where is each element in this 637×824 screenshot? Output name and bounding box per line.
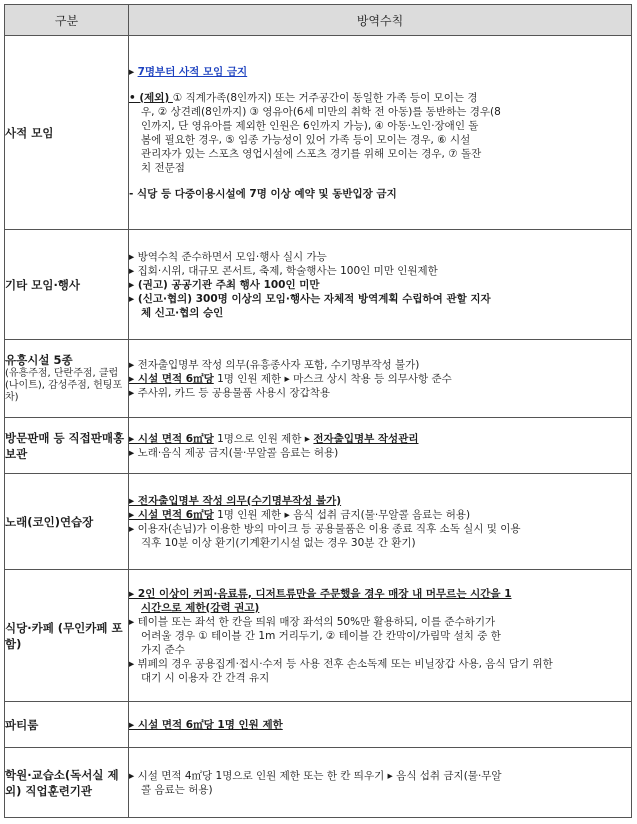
- row-rules: ▸ 시설 면적 4㎡당 1명으로 인원 제한 또는 한 칸 띄우기 ▸ 음식 섭취 금지(물·무알 콜 음료는 허용): [129, 748, 632, 818]
- table-row: [5, 418, 632, 474]
- header-category: 구분: [5, 5, 129, 36]
- row-rules: ▸ 전자출입명부 작성 의무(유흥종사자 포함, 수기명부작성 불가) ▸ 시설 면적 6㎡당 1명 인원 제한 ▸ 마스크 상시 착용 등 의무사항 준수 ▸ 주사위, 카드 등 공용물품 사용시 장갑착용: [129, 340, 632, 418]
- row-category: 학원·교습소(독서실 제외) 직업훈련기관: [5, 748, 129, 818]
- table-row: [5, 340, 632, 418]
- table-row: [5, 36, 632, 230]
- exception-label: • (제외): [129, 91, 173, 104]
- row-category: 사적 모임: [5, 36, 129, 230]
- table-row: [5, 474, 632, 570]
- bullet-marker: ▸: [129, 65, 138, 78]
- table-row: [5, 570, 632, 702]
- row-rules: ▸ 시설 면적 6㎡당 1명으로 인원 제한 ▸ 전자출입명부 작성관리 ▸ 노래·음식 제공 금지(물·무알콜 음료는 허용): [129, 418, 632, 474]
- row-category: 유흥시설 5종 (유흥주점, 단란주점, 클럽(나이트), 감성주점, 헌팅포차): [5, 340, 129, 418]
- row-rules: ▸ 방역수칙 준수하면서 모임·행사 실시 가능 ▸ 집회·시위, 대규모 콘서트, 축제, 학술행사는 100인 미만 인원제한 ▸ (권고) 공공기관 주최 행사 100인 미만 ▸ (신고·협의) 300명 이상의 모임·행사는 자체적 방역계획 수립하여 관할 지자 체 신고·협의 승인: [129, 230, 632, 340]
- row-category: 기타 모임·행사: [5, 230, 129, 340]
- row-rules: ▸ 시설 면적 6㎡당 1명 인원 제한: [129, 702, 632, 748]
- rule-note: - 식당 등 다중이용시설에 7명 이상 예약 및 동반입장 금지: [129, 187, 397, 200]
- row-category: 노래(코인)연습장: [5, 474, 129, 570]
- quarantine-rules-table: [4, 4, 632, 818]
- row-rules: ▸ 7명부터 사적 모임 금지 • (제외) ① 직계가족(8인까지) 또는 거주공간이 동일한 가족 등이 모이는 경 우, ② 상견례(8인까지) ③ 영유아(6세 미만의 취학 전 아동)를 동반하는 경우(8 인까지, 단 영유아를 제외한 인원은 6인까지 가능), ④ 아동·노인·장애인 돌 봄에 필요한 경우, ⑤ 임종 가능성이 있어 가족 등이 모이는 경우, ⑥ 시설 관리자가 있는 스포츠 영업시설에 스포츠 경기를 위해 모이는 경우, ⑦ 돌잔 치 전문점 - 식당 등 다중이용시설에 7명 이상 예약 및 동반입장 금지: [129, 36, 632, 230]
- header-rules: 방역수칙: [129, 5, 632, 36]
- row-category: 파티룸: [5, 702, 129, 748]
- table-row: [5, 748, 632, 818]
- rule-title: 7명부터 사적 모임 금지: [137, 65, 248, 78]
- row-category: 식당·카페 (무인카페 포함): [5, 570, 129, 702]
- table-header: [5, 5, 632, 36]
- table-row: [5, 702, 632, 748]
- table-row: [5, 230, 632, 340]
- row-rules: ▸ 전자출입명부 작성 의무(수기명부작성 불가) ▸ 시설 면적 6㎡당 1명 인원 제한 ▸ 음식 섭취 금지(물·무알콜 음료는 허용) ▸ 이용자(손님)가 이용한 방의 마이크 등 공용물품은 이용 종료 직후 소독 실시 및 이용 직후 10분 이상 환기(기계환기시설 없는 경우 30분 간 환기): [129, 474, 632, 570]
- row-rules: ▸ 2인 이상이 커피·음료류, 디저트류만을 주문했을 경우 매장 내 머무르는 시간을 1 시간으로 제한(강력 권고) ▸ 테이블 또는 좌석 한 칸을 띄워 매장 좌석의 50%만 활용하되, 이를 준수하기가 어려울 경우 ① 테이블 간 1m 거리두기, ② 테이블 간 칸막이/가림막 설치 중 한 가지 준수 ▸ 뷔페의 경우 공용집게·접시·수저 등 사용 전후 손소독제 또는 비닐장갑 사용, 음식 담기 위한 대기 시 이용자 간 간격 유지: [129, 570, 632, 702]
- row-category: 방문판매 등 직접판매홍보관: [5, 418, 129, 474]
